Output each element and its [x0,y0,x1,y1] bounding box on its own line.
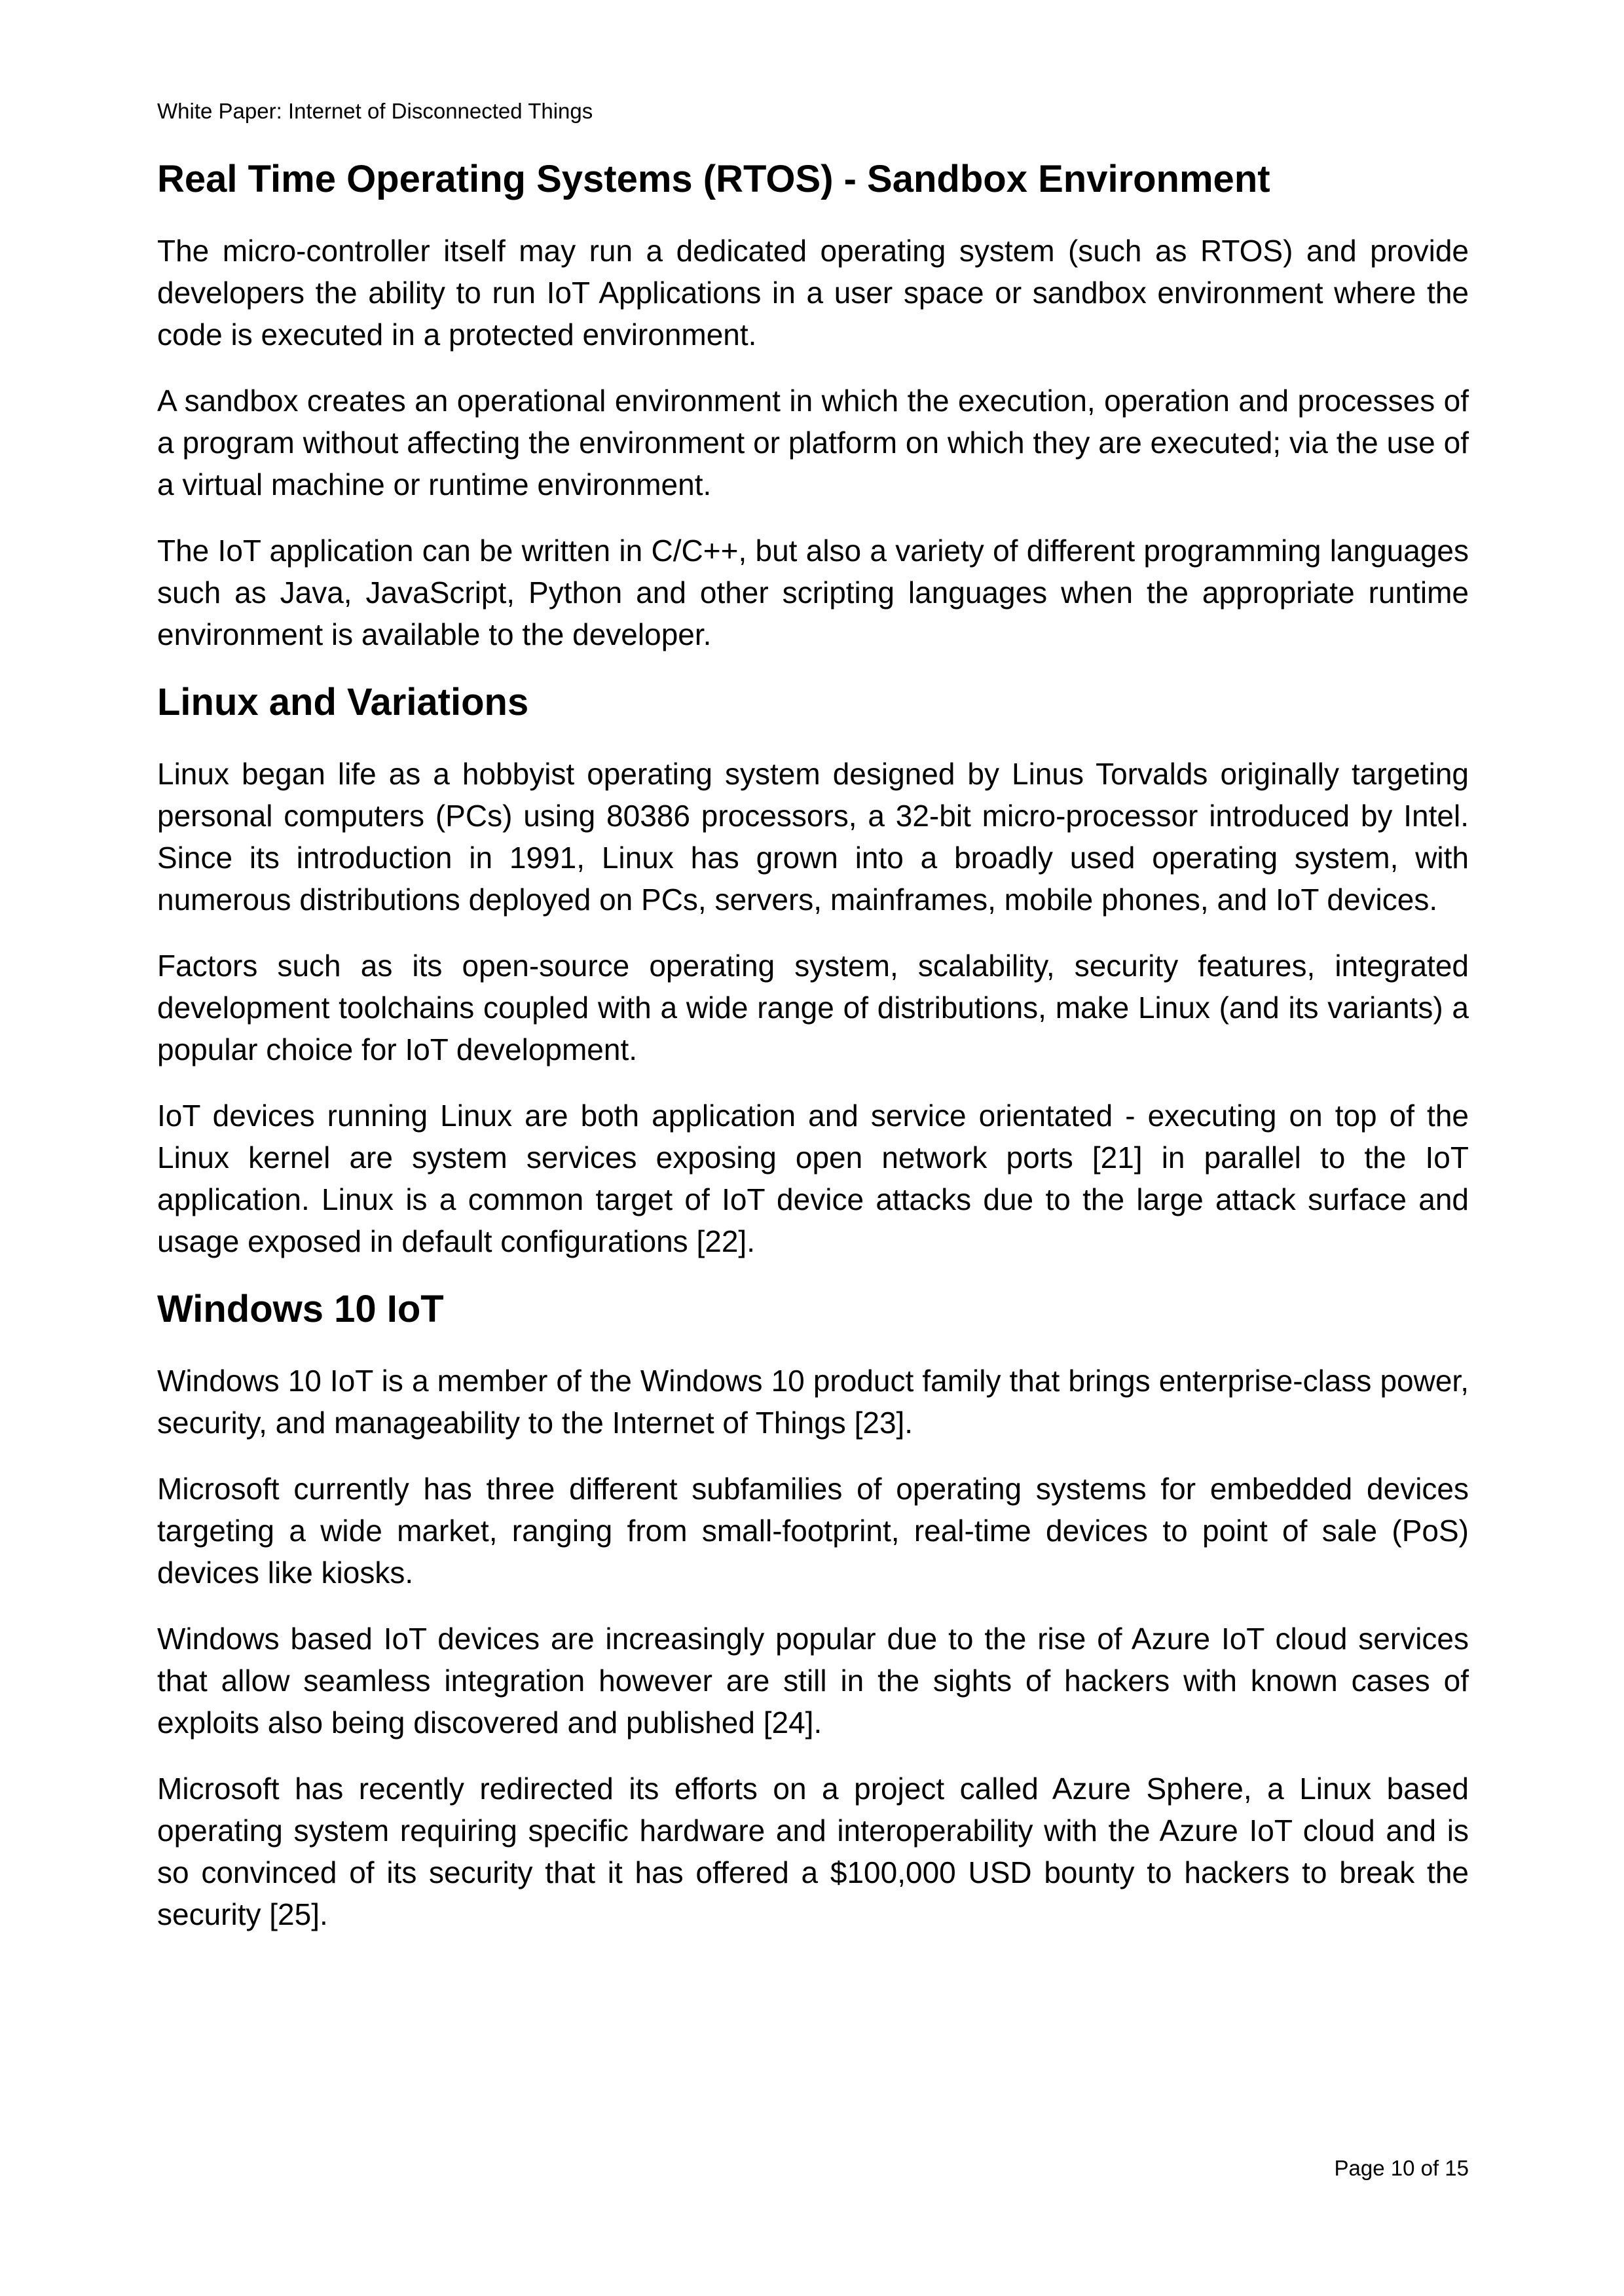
paragraph: The IoT application can be written in C/C++, but also a variety of different programming languages such as Java, JavaScript, Python and other scripting languages when the appropriate runtime environment is available to the developer. [157,534,1469,651]
paragraph: Microsoft currently has three different subfamilies of operating systems for embedded devices targeting a wide market, ranging from small-footprint, real-time devices to point of sale (PoS) devices like kiosks. [157,1472,1469,1590]
section-heading: Linux and Variations [157,681,529,723]
paragraph: Windows based IoT devices are increasingly popular due to the rise of Azure IoT cloud services that allow seamless integration however are still in the sights of hackers with known cases of exploits also being discovered and published [24]. [157,1622,1469,1740]
paragraph: Microsoft has recently redirected its efforts on a project called Azure Sphere, a Linux based operating system requiring specific hardware and interoperability with the Azure IoT cloud and is so convinced of its security that it has offered a $100,000 USD bounty to hackers to break the security [25]. [157,1772,1469,1931]
header-text: White Paper: Internet of Disconnected Things [157,99,593,123]
section-heading: Windows 10 IoT [157,1288,444,1330]
page-header [0,0,1624,124]
page-number: Page 10 of 15 [1334,2156,1469,2180]
paragraph: Windows 10 IoT is a member of the Windows 10 product family that brings enterprise-class power, security, and manageability to the Internet of Things [23]. [157,1364,1469,1440]
paragraph: A sandbox creates an operational environment in which the execution, operation and processes of a program without affecting the environment or platform on which they are executed; via the use of a virtual machine or runtime environment. [157,384,1469,501]
paragraph: IoT devices running Linux are both application and service orientated - executing on top of the Linux kernel are system services exposing open network ports [21] in parallel to the IoT application. Linux is a common target of IoT device attacks due to the large attack surface and usage exposed in default configurations [22]. [157,1099,1469,1258]
page-title: Real Time Operating Systems (RTOS) - Sandbox Environment [157,158,1270,200]
document-body [0,156,1624,1935]
paragraph: The micro-controller itself may run a dedicated operating system (such as RTOS) and provide developers the ability to run IoT Applications in a user space or sandbox environment where the code is executed in a protected environment. [157,234,1469,352]
page-footer [1334,2155,1469,2181]
paragraph: Factors such as its open-source operating system, scalability, security features, integrated development toolchains coupled with a wide range of distributions, make Linux (and its variants) a popular choice for IoT development. [157,949,1469,1066]
paragraph: Linux began life as a hobbyist operating system designed by Linus Torvalds originally targeting personal computers (PCs) using 80386 processors, a 32-bit micro-processor introduced by Intel. Since its introduction in 1991, Linux has grown into a broadly used operating system, with numerous distributions deployed on PCs, servers, mainframes, mobile phones, and IoT devices. [157,757,1469,917]
